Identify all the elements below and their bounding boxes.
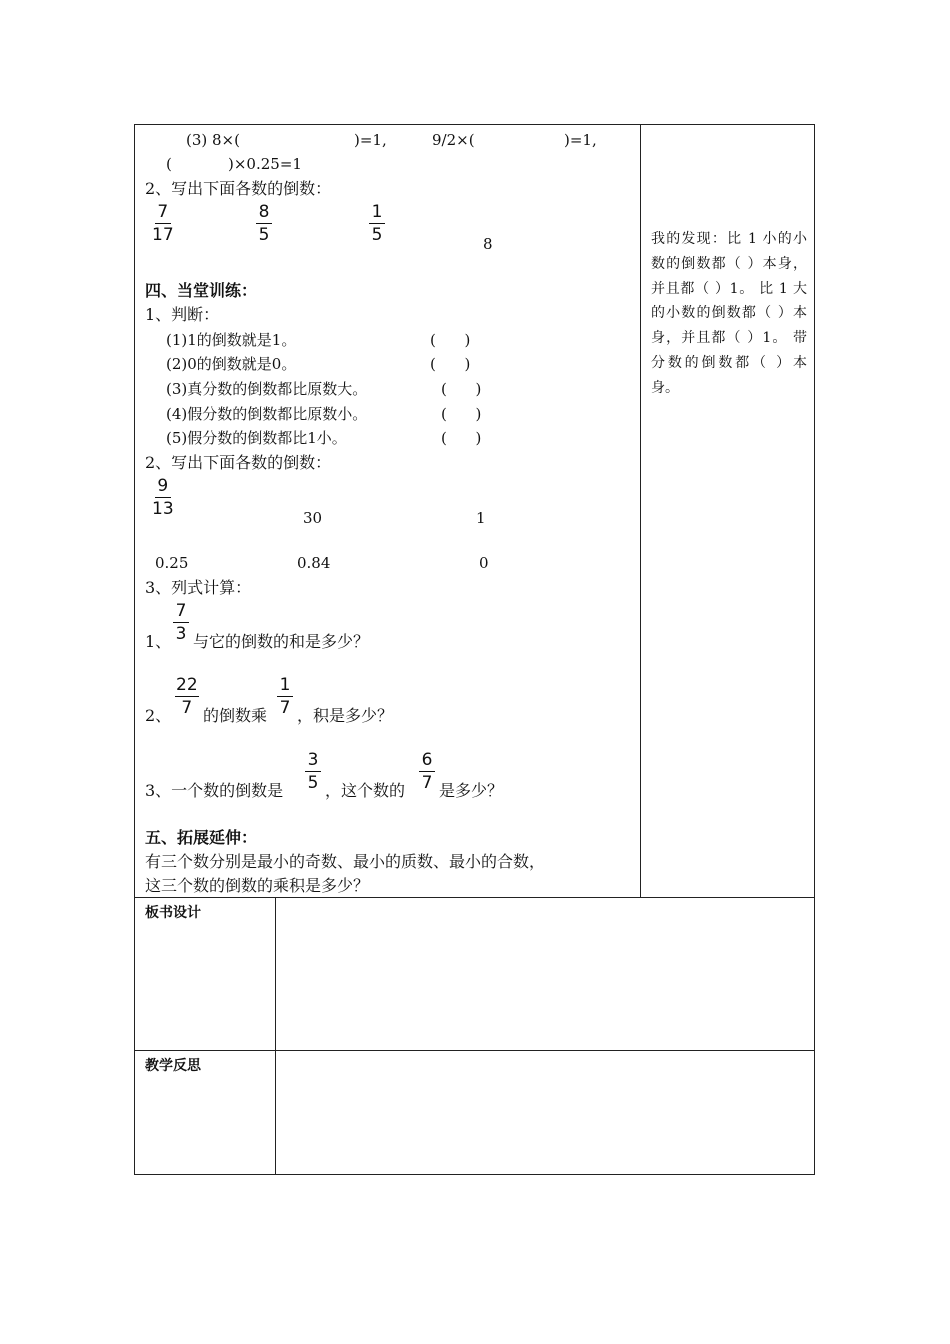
value-0-25: 0.25 bbox=[155, 554, 189, 572]
section5-title: 五、拓展延伸： bbox=[145, 828, 258, 847]
judge-item-1: (1)1的倒数就是1。 bbox=[166, 331, 297, 349]
fraction-denominator: 7 bbox=[279, 698, 291, 718]
q3-line2-b: )×0.25=1 bbox=[228, 155, 302, 173]
integer-8: 8 bbox=[483, 235, 493, 253]
judge-paren-3: ( ) bbox=[441, 380, 482, 398]
fraction-numerator: 1 bbox=[369, 202, 385, 224]
fraction-7-3 bbox=[173, 601, 189, 644]
value-0-84: 0.84 bbox=[297, 554, 331, 572]
fraction-numerator: 22 bbox=[176, 675, 198, 695]
fraction-denominator: 17 bbox=[152, 225, 174, 245]
value-1: 1 bbox=[476, 509, 486, 527]
part-a-q2-title: 2、写出下面各数的倒数： bbox=[145, 179, 332, 198]
q3-line1-c: 9/2×( bbox=[432, 131, 475, 149]
calc2-text1: 的倒数乘 bbox=[203, 706, 268, 725]
table-border-right bbox=[814, 124, 815, 1175]
value-30: 30 bbox=[303, 509, 323, 527]
fraction-denominator: 7 bbox=[181, 698, 193, 718]
fraction-numerator: 8 bbox=[256, 202, 272, 224]
fraction-denominator: 13 bbox=[152, 499, 174, 519]
fraction-6-7 bbox=[419, 750, 435, 793]
section4-q3-title: 3、列式计算： bbox=[145, 578, 252, 597]
fraction-1-5 bbox=[369, 202, 385, 245]
calc3-text2: ，这个数的 bbox=[325, 781, 406, 800]
fraction-numerator: 7 bbox=[173, 601, 189, 623]
judge-paren-5: ( ) bbox=[441, 429, 482, 447]
section5-line2: 这三个数的倒数的乘积是多少？ bbox=[145, 876, 370, 895]
fraction-3-5 bbox=[305, 750, 321, 793]
fraction-denominator: 7 bbox=[421, 773, 433, 793]
reflection-label: 教学反思 bbox=[145, 1058, 201, 1074]
judge-item-5: (5)假分数的倒数都比1小。 bbox=[166, 429, 347, 447]
calc3-text3: 是多少？ bbox=[439, 781, 504, 800]
fraction-numerator: 7 bbox=[155, 202, 171, 224]
value-0: 0 bbox=[479, 554, 489, 572]
calc2-prefix: 2、 bbox=[145, 706, 172, 725]
fraction-numerator: 6 bbox=[419, 750, 435, 772]
column-divider-main bbox=[640, 124, 641, 898]
calc3-text1: 3、一个数的倒数是 bbox=[145, 781, 284, 800]
judge-item-3: (3)真分数的倒数都比原数大。 bbox=[166, 380, 368, 398]
calc1-text: 与它的倒数的和是多少？ bbox=[193, 632, 370, 651]
q3-line2-a: ( bbox=[166, 155, 172, 173]
section4-title: 四、当堂训练： bbox=[145, 281, 258, 300]
fraction-8-5 bbox=[256, 202, 272, 245]
table-border-bottom bbox=[134, 1174, 815, 1175]
fraction-1-7 bbox=[277, 675, 293, 718]
fraction-denominator: 5 bbox=[371, 225, 383, 245]
q3-line1-d: )=1, bbox=[564, 131, 597, 149]
discovery-note: 我的发现：比 1 小的小数的倒数都（ ）本身，并且都（ ）1。 比 1 大的小数的倒数都（ ）本身，并且都（ ）1。 带分数的倒数都（ ）本身。 bbox=[651, 231, 807, 396]
judge-title: 1、判断： bbox=[145, 305, 220, 324]
board-design-area bbox=[276, 898, 814, 1050]
calc2-text2: ，积是多少？ bbox=[297, 706, 394, 725]
fraction-7-17 bbox=[152, 202, 174, 245]
fraction-22-7 bbox=[175, 675, 199, 718]
section5-line1: 有三个数分别是最小的奇数、最小的质数、最小的合数， bbox=[145, 852, 546, 871]
board-design-label: 板书设计 bbox=[145, 905, 201, 921]
fraction-numerator: 3 bbox=[305, 750, 321, 772]
q3-line1-b: )=1, bbox=[354, 131, 387, 149]
judge-item-4: (4)假分数的倒数都比原数小。 bbox=[166, 405, 368, 423]
fraction-9-13 bbox=[152, 476, 174, 519]
calc1-prefix: 1、 bbox=[145, 632, 172, 651]
q3-line1-a: (3) 8×( bbox=[186, 131, 240, 149]
fraction-numerator: 1 bbox=[277, 675, 293, 697]
table-border-left bbox=[134, 124, 135, 1175]
fraction-denominator: 3 bbox=[175, 624, 187, 644]
fraction-denominator: 5 bbox=[258, 225, 270, 245]
judge-paren-2: ( ) bbox=[430, 355, 471, 373]
reflection-area bbox=[276, 1051, 814, 1174]
section4-q2-title: 2、写出下面各数的倒数： bbox=[145, 453, 332, 472]
table-border-top bbox=[134, 124, 815, 125]
fraction-denominator: 5 bbox=[307, 773, 319, 793]
fraction-numerator: 9 bbox=[155, 476, 171, 498]
judge-item-2: (2)0的倒数就是0。 bbox=[166, 355, 297, 373]
judge-paren-1: ( ) bbox=[430, 331, 471, 349]
judge-paren-4: ( ) bbox=[441, 405, 482, 423]
